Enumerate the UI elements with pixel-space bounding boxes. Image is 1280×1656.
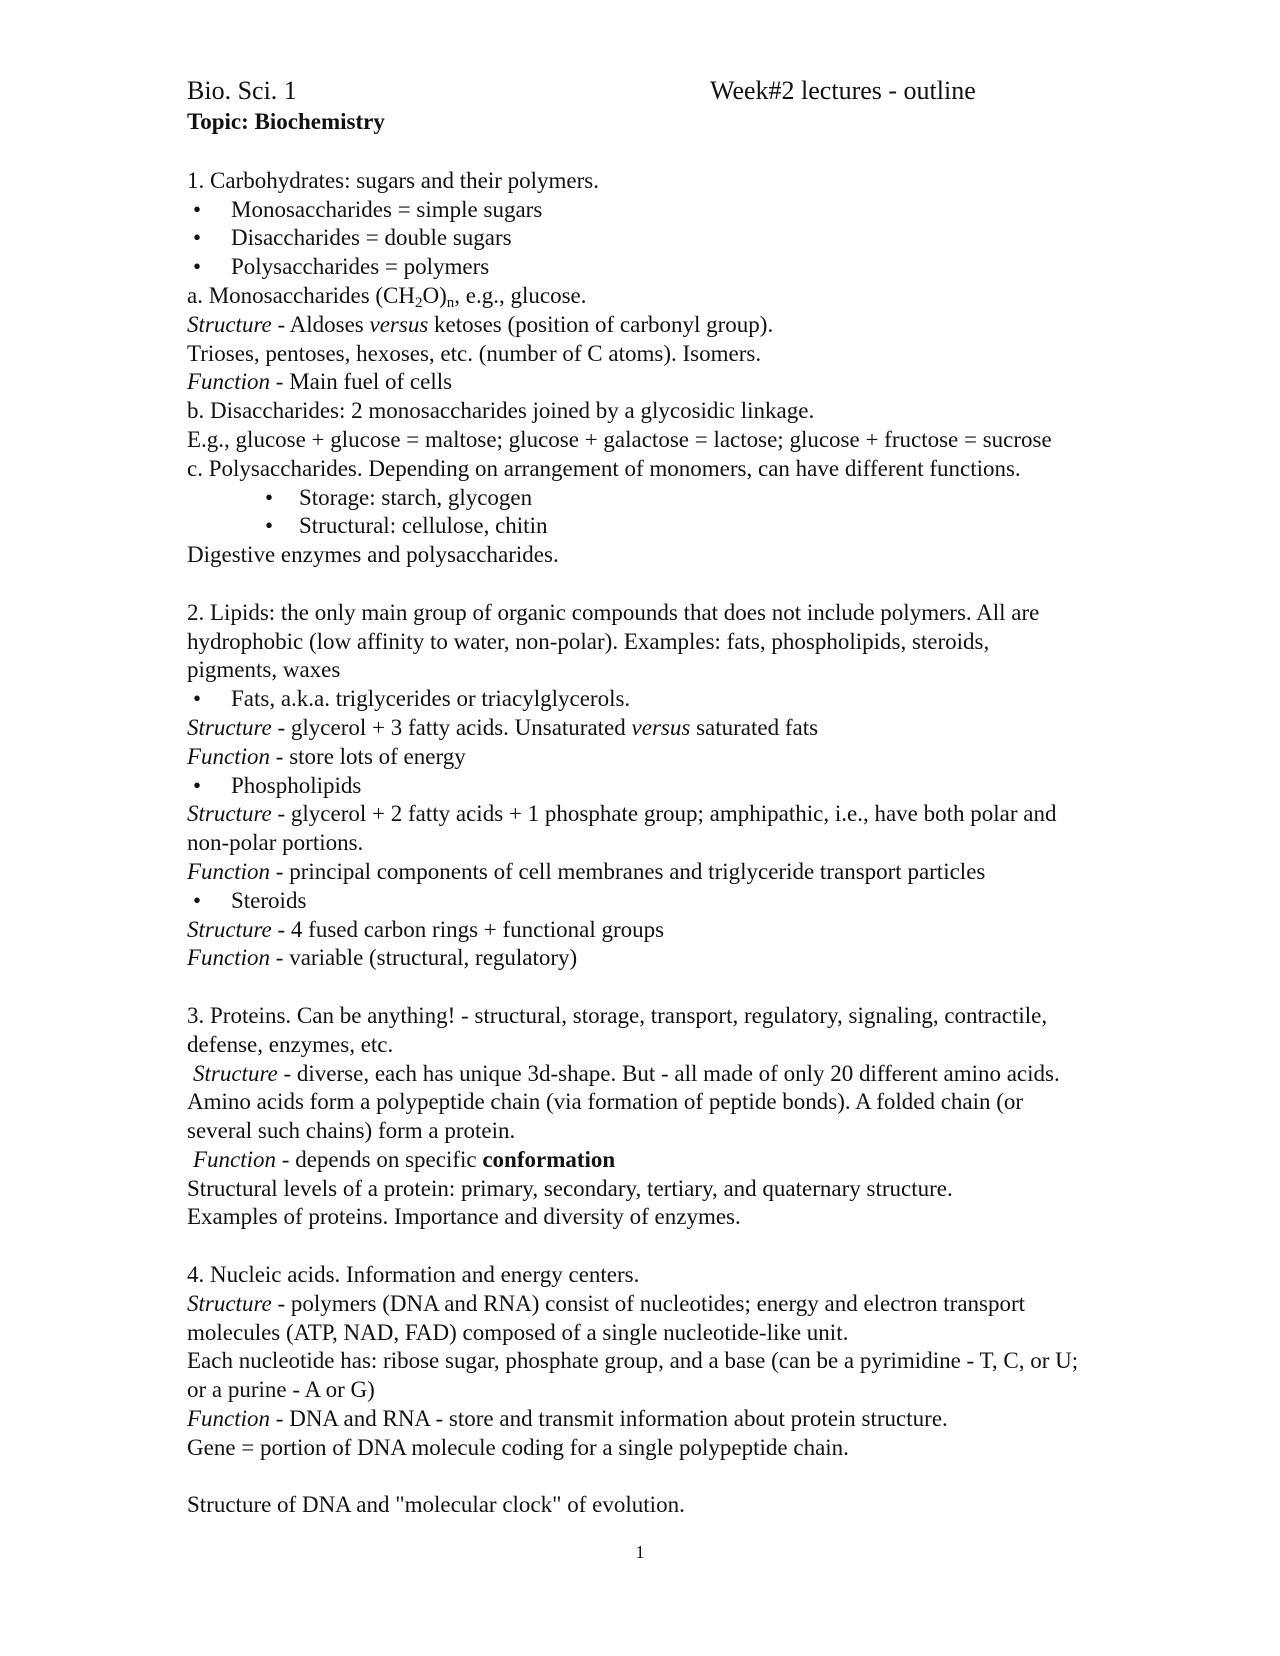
text-line: Each nucleotide has: ribose sugar, phosphate group, and a base (can be a pyrimidine - T, C, or U; — [187, 1348, 1079, 1374]
function-line: Function - store lots of energy — [187, 743, 466, 769]
text-line: molecules (ATP, NAD, FAD) composed of a single nucleotide-like unit. — [187, 1319, 849, 1345]
section-heading: 1. Carbohydrates: sugars and their polymers. — [187, 167, 599, 193]
structure-line: Structure - Aldoses versus ketoses (position of carbonyl group). — [187, 311, 774, 337]
function-line: Function - DNA and RNA - store and transmit information about protein structure. — [187, 1406, 948, 1432]
structure-line: Structure - polymers (DNA and RNA) consist of nucleotides; energy and electron transport — [187, 1290, 1026, 1316]
section-nucleic-acids — [187, 1261, 1187, 1520]
text-line: b. Disaccharides: 2 monosaccharides joined by a glycosidic linkage. — [187, 398, 815, 424]
spacer — [187, 570, 1187, 599]
document-header — [187, 76, 1187, 106]
text-line: Examples of proteins. Importance and diversity of enzymes. — [187, 1204, 741, 1230]
spacer — [187, 1463, 1187, 1492]
text-line: several such chains) form a protein. — [187, 1118, 516, 1144]
conformation-term: conformation — [482, 1146, 616, 1172]
text-line: hydrophobic (low affinity to water, non-polar). Examples: fats, phospholipids, steroids, — [187, 628, 990, 654]
section-lipids — [187, 599, 1187, 973]
text-line: Structural levels of a protein: primary, secondary, tertiary, and quaternary structure. — [187, 1175, 953, 1201]
bullet-icon: • — [265, 484, 274, 510]
topic-title: Topic: Biochemistry — [187, 109, 385, 134]
page-number: 1 — [635, 1542, 645, 1562]
bullet-icon: • — [193, 254, 202, 280]
text-line: E.g., glucose + glucose = maltose; glucose + galactose = lactose; glucose + fructose = sucrose — [187, 426, 1052, 452]
monosaccharides-line: a. Monosaccharides $(CH_2O)_n$, e.g., glucose. — [187, 282, 587, 311]
text-line: Amino acids form a polypeptide chain (via formation of peptide bonds). A folded chain (or — [187, 1089, 1024, 1115]
structure-line: Structure - glycerol + 2 fatty acids + 1 phosphate group; amphipathic, i.e., have both polar and — [187, 801, 1057, 827]
text-line: Digestive enzymes and polysaccharides. — [187, 542, 559, 568]
section-proteins — [187, 1002, 1187, 1232]
structure-line: Structure - glycerol + 3 fatty acids. Unsaturated versus saturated fats — [187, 714, 819, 740]
list-item: • Monosaccharides = simple sugars — [187, 196, 1187, 225]
structure-line: Structure - 4 fused carbon rings + functional groups — [187, 916, 665, 942]
function-line: Function - Main fuel of cells — [187, 369, 453, 395]
text-line: or a purine - A or G) — [187, 1377, 375, 1403]
list-item: • Storage: starch, glycogen — [187, 484, 1187, 513]
list-item: • Phospholipids — [187, 772, 1187, 801]
week-title: Week#2 lectures - outline — [710, 76, 976, 105]
list-item: • Structural: cellulose, chitin — [187, 512, 1187, 541]
function-line: Function - depends on specific conformation — [193, 1146, 616, 1172]
text-line: Structure of DNA and "molecular clock" of evolution. — [187, 1492, 685, 1518]
text-line: Trioses, pentoses, hexoses, etc. (number of C atoms). Isomers. — [187, 340, 762, 366]
bullet-icon: • — [193, 196, 202, 222]
bullet-icon: • — [193, 225, 202, 251]
bullet-icon: • — [193, 686, 202, 712]
structure-line: Structure - diverse, each has unique 3d-shape. But - all made of only 20 different amino acids. — [193, 1060, 1060, 1086]
text-line: defense, enzymes, etc. — [187, 1031, 394, 1057]
section-heading: 4. Nucleic acids. Information and energy centers. — [187, 1262, 640, 1288]
lecture-outline — [187, 76, 1187, 1520]
course-title: Bio. Sci. 1 — [187, 76, 297, 105]
list-item: • Polysaccharides = polymers — [187, 253, 1187, 282]
list-item: • Steroids — [187, 887, 1187, 916]
list-item: • Fats, a.k.a. triglycerides or triacylglycerols. — [187, 685, 1187, 714]
spacer — [187, 138, 1187, 167]
spacer — [187, 973, 1187, 1002]
text-line: pigments, waxes — [187, 657, 341, 683]
text-line: Gene = portion of DNA molecule coding for a single polypeptide chain. — [187, 1434, 849, 1460]
text-line: c. Polysaccharides. Depending on arrangement of monomers, can have different functions. — [187, 455, 1021, 481]
section-heading: 2. Lipids: the only main group of organic compounds that does not include polymers. All are — [187, 599, 1040, 625]
bullet-icon: • — [193, 887, 202, 913]
spacer — [187, 1232, 1187, 1261]
list-item: • Disaccharides = double sugars — [187, 224, 1187, 253]
function-line: Function - variable (structural, regulatory) — [187, 945, 578, 971]
section-carbohydrates — [187, 167, 1187, 570]
bullet-icon: • — [265, 513, 274, 539]
section-heading: 3. Proteins. Can be anything! - structural, storage, transport, regulatory, signaling, contractile, — [187, 1002, 1048, 1028]
bullet-icon: • — [193, 772, 202, 798]
function-line: Function - principal components of cell membranes and triglyceride transport particles — [187, 858, 986, 884]
text-line: non-polar portions. — [187, 830, 364, 856]
